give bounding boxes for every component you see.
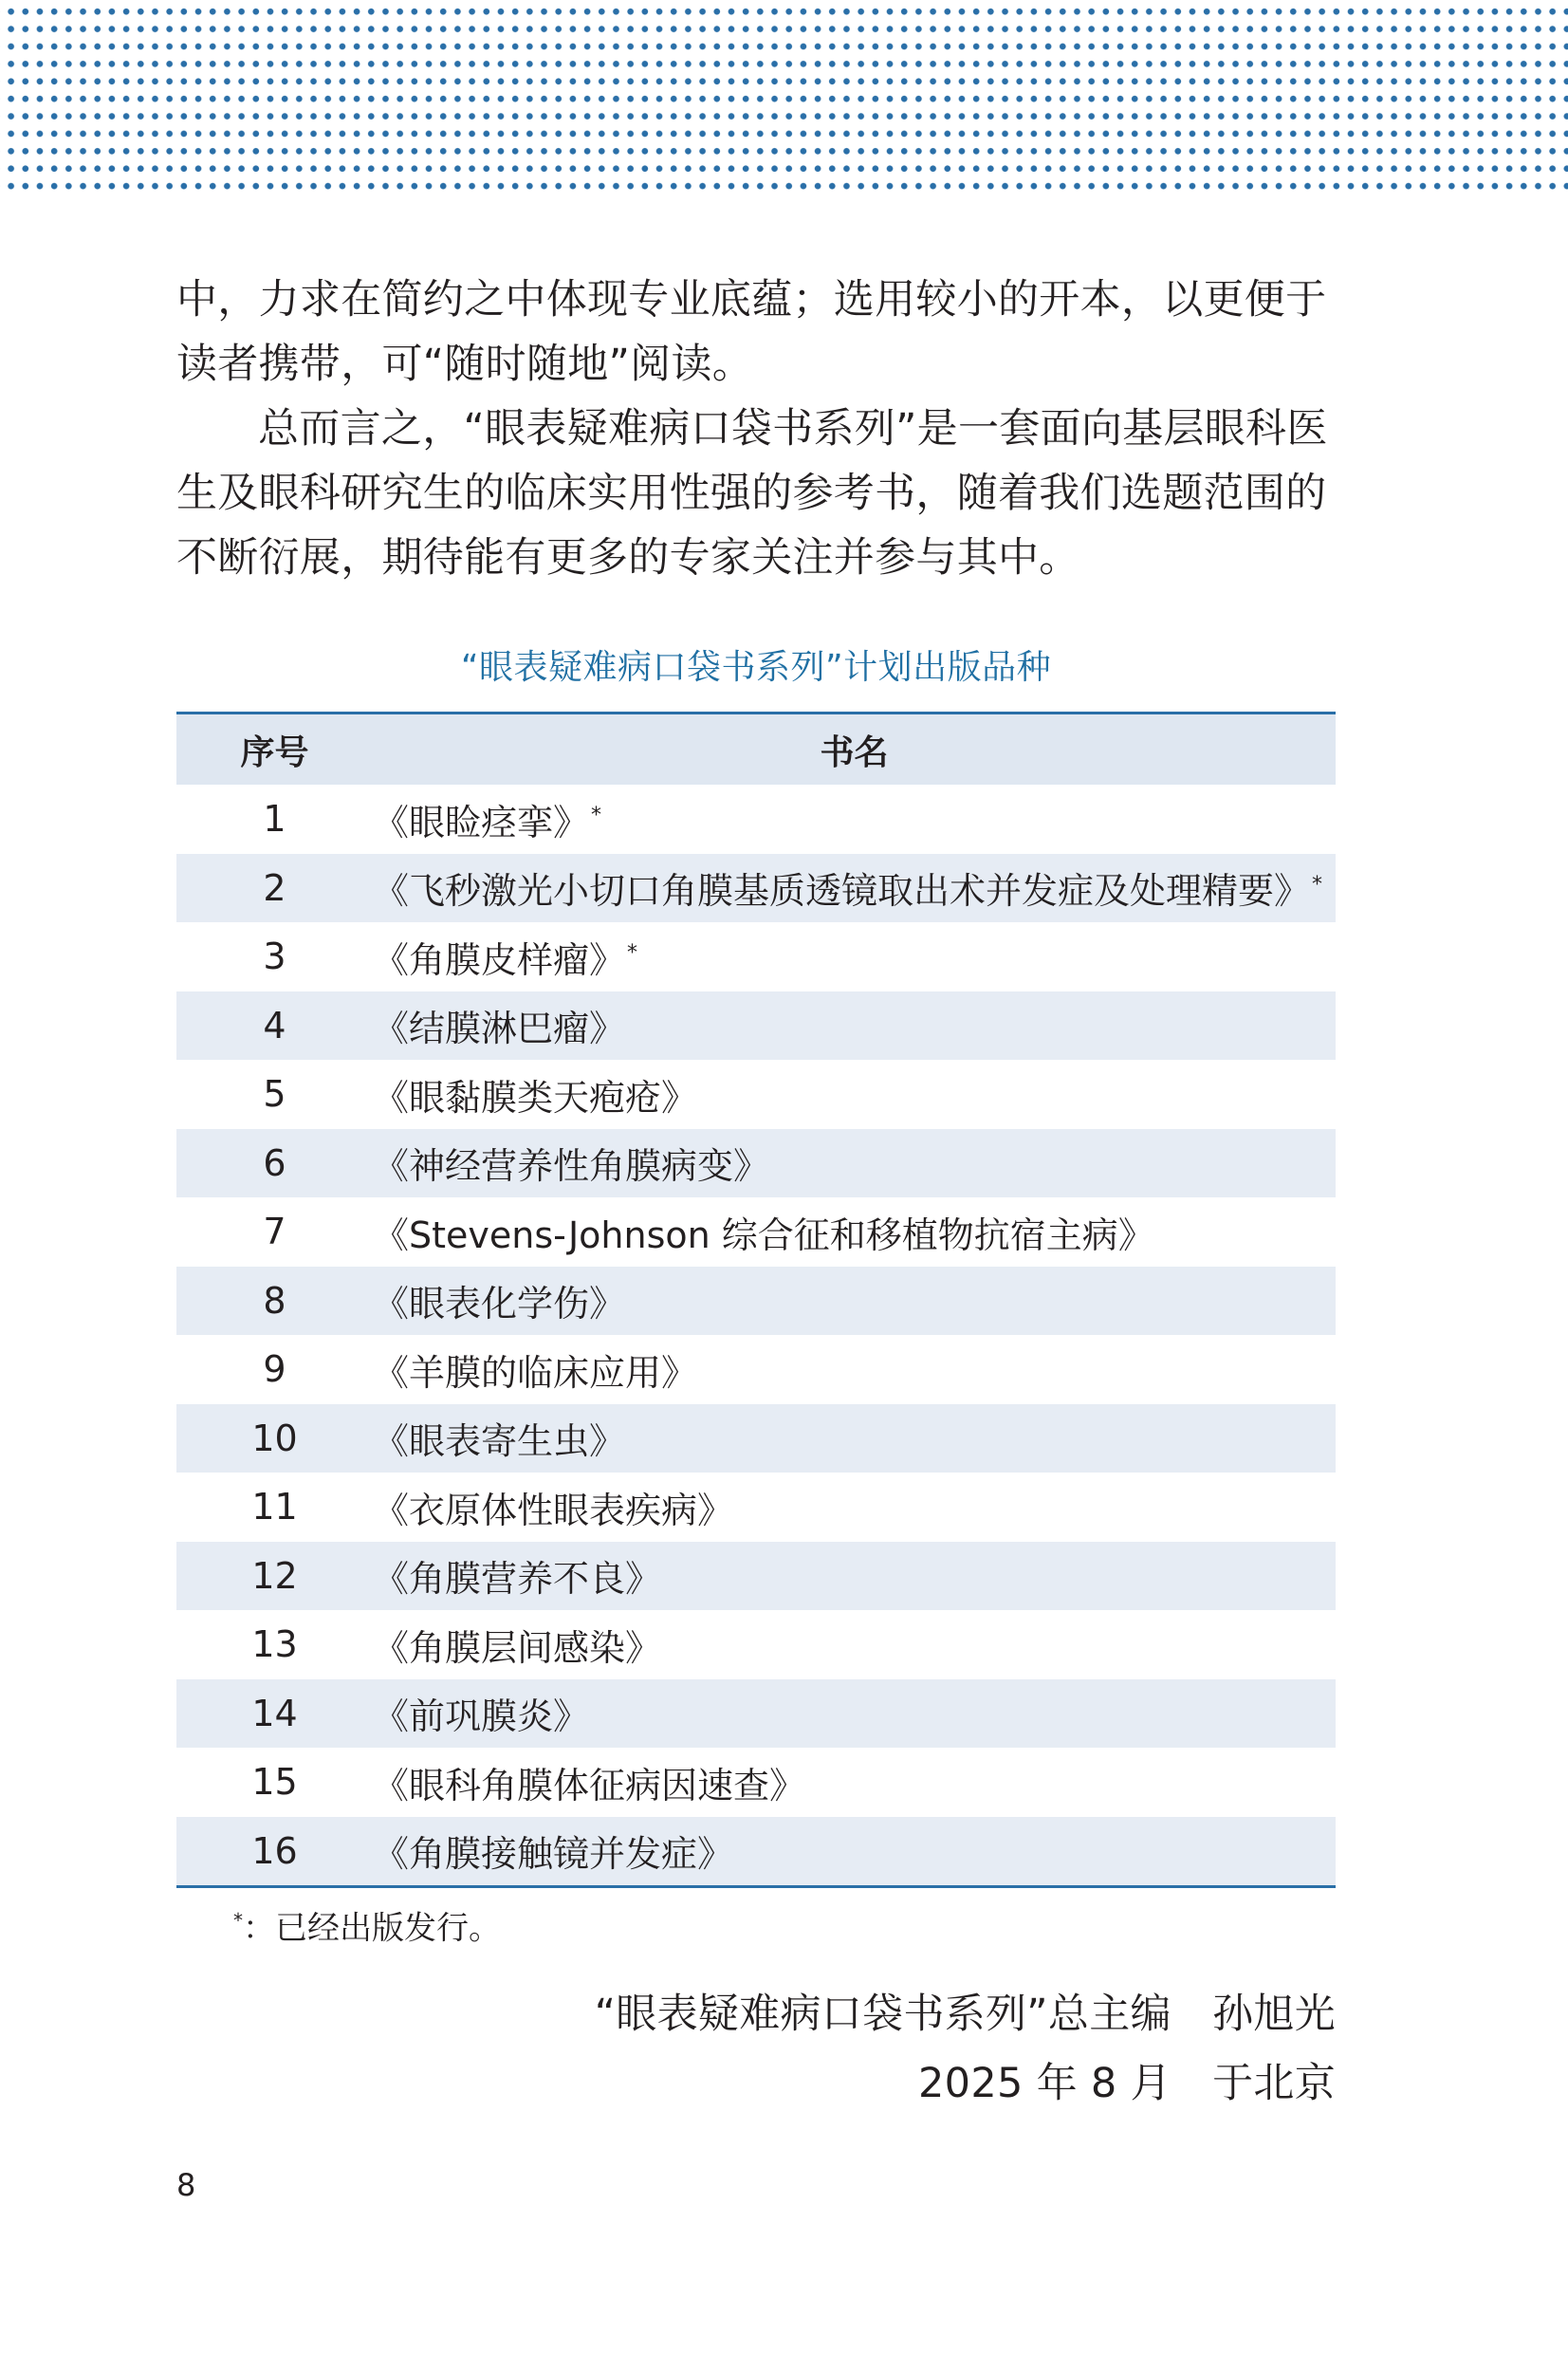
book-title: 《眼睑痉挛》 (373, 801, 590, 843)
table-row (176, 854, 1336, 923)
book-title: 《前巩膜炎》 (373, 1695, 590, 1738)
book-title: 《眼表寄生虫》 (373, 1420, 626, 1463)
header-number: 序号 (176, 713, 373, 786)
table-row (176, 785, 1336, 854)
signature-date-place: 2025 年 8 月 于北京 (918, 2060, 1336, 2107)
row-book-name (373, 1679, 1336, 1749)
book-title: 《飞秒激光小切口角膜基质透镜取出术并发症及处理精要》 (373, 870, 1311, 913)
table-row (176, 991, 1336, 1061)
row-book-name (373, 854, 1336, 923)
row-book-name (373, 1610, 1336, 1679)
book-title: 《Stevens-Johnson 综合征和移植物抗宿主病》 (373, 1214, 1154, 1256)
row-book-name (373, 1473, 1336, 1542)
table-row (176, 1060, 1336, 1129)
table-row (176, 1817, 1336, 1887)
row-number: 4 (176, 991, 373, 1061)
body-paragraph-1: 中，力求在简约之中体现专业底蕴；选用较小的开本，以更便于读者携带，可“随时随地”阅读。 (176, 276, 1327, 388)
signature-editor: “眼表疑难病口袋书系列”总主编 孙旭光 (594, 1991, 1336, 2038)
table-row (176, 1679, 1336, 1749)
table-body (176, 785, 1336, 1887)
book-title: 《衣原体性眼表疾病》 (373, 1489, 734, 1531)
book-title: 《角膜层间感染》 (373, 1626, 662, 1669)
row-number: 9 (176, 1335, 373, 1404)
footnote-mark: * (233, 1909, 243, 1932)
table-header-row (176, 713, 1336, 786)
row-number: 10 (176, 1404, 373, 1473)
row-number: 1 (176, 785, 373, 854)
row-book-name (373, 785, 1336, 854)
table-row (176, 1267, 1336, 1336)
row-book-name (373, 1748, 1336, 1817)
table-row (176, 1748, 1336, 1817)
table-footnote (231, 1898, 501, 1951)
published-mark: * (591, 804, 602, 828)
body-paragraph-2: 总而言之，“眼表疑难病口袋书系列”是一套面向基层眼科医生及眼科研究生的临床实用性强的参考书，随着我们选题范围的不断衍展，期待能有更多的专家关注并参与其中。 (176, 405, 1328, 582)
row-book-name (373, 1060, 1336, 1129)
book-title: 《眼科角膜体征病因速查》 (373, 1764, 806, 1806)
book-title: 《结膜淋巴瘤》 (373, 1008, 626, 1050)
row-book-name (373, 922, 1336, 991)
row-number: 12 (176, 1542, 373, 1611)
table-row (176, 1335, 1336, 1404)
page-number: 8 (176, 2167, 196, 2203)
book-title: 《眼表化学伤》 (373, 1283, 626, 1325)
row-book-name (373, 1197, 1336, 1267)
row-number: 15 (176, 1748, 373, 1817)
row-book-name (373, 1817, 1336, 1887)
row-number: 5 (176, 1060, 373, 1129)
row-book-name (373, 1335, 1336, 1404)
table-title: “眼表疑难病口袋书系列”计划出版品种 (460, 648, 1052, 687)
row-number: 3 (176, 922, 373, 991)
dotted-header-decoration (0, 0, 1568, 190)
table-row (176, 1542, 1336, 1611)
published-mark: * (627, 941, 638, 966)
row-number: 11 (176, 1473, 373, 1542)
table-row (176, 1129, 1336, 1198)
row-book-name (373, 1542, 1336, 1611)
table-row (176, 1197, 1336, 1267)
book-title: 《眼黏膜类天疱疮》 (373, 1076, 698, 1119)
row-number: 2 (176, 854, 373, 923)
row-number: 13 (176, 1610, 373, 1679)
row-book-name (373, 1129, 1336, 1198)
row-number: 6 (176, 1129, 373, 1198)
header-book-name: 书名 (373, 713, 1336, 786)
book-title: 《角膜营养不良》 (373, 1558, 662, 1601)
book-title: 《角膜接触镜并发症》 (373, 1833, 734, 1876)
table-row (176, 922, 1336, 991)
book-list-table (176, 712, 1336, 1888)
row-number: 8 (176, 1267, 373, 1336)
row-book-name (373, 1404, 1336, 1473)
row-number: 16 (176, 1817, 373, 1887)
book-title: 《神经营养性角膜病变》 (373, 1145, 770, 1188)
table-row (176, 1404, 1336, 1473)
published-mark: * (1312, 872, 1323, 897)
table-row (176, 1473, 1336, 1542)
row-book-name (373, 1267, 1336, 1336)
book-title: 《角膜皮样瘤》 (373, 938, 626, 981)
table-row (176, 1610, 1336, 1679)
row-book-name (373, 991, 1336, 1061)
row-number: 14 (176, 1679, 373, 1749)
footnote-text: ：已经出版发行。 (243, 1909, 501, 1948)
book-title: 《羊膜的临床应用》 (373, 1351, 698, 1394)
row-number: 7 (176, 1197, 373, 1267)
